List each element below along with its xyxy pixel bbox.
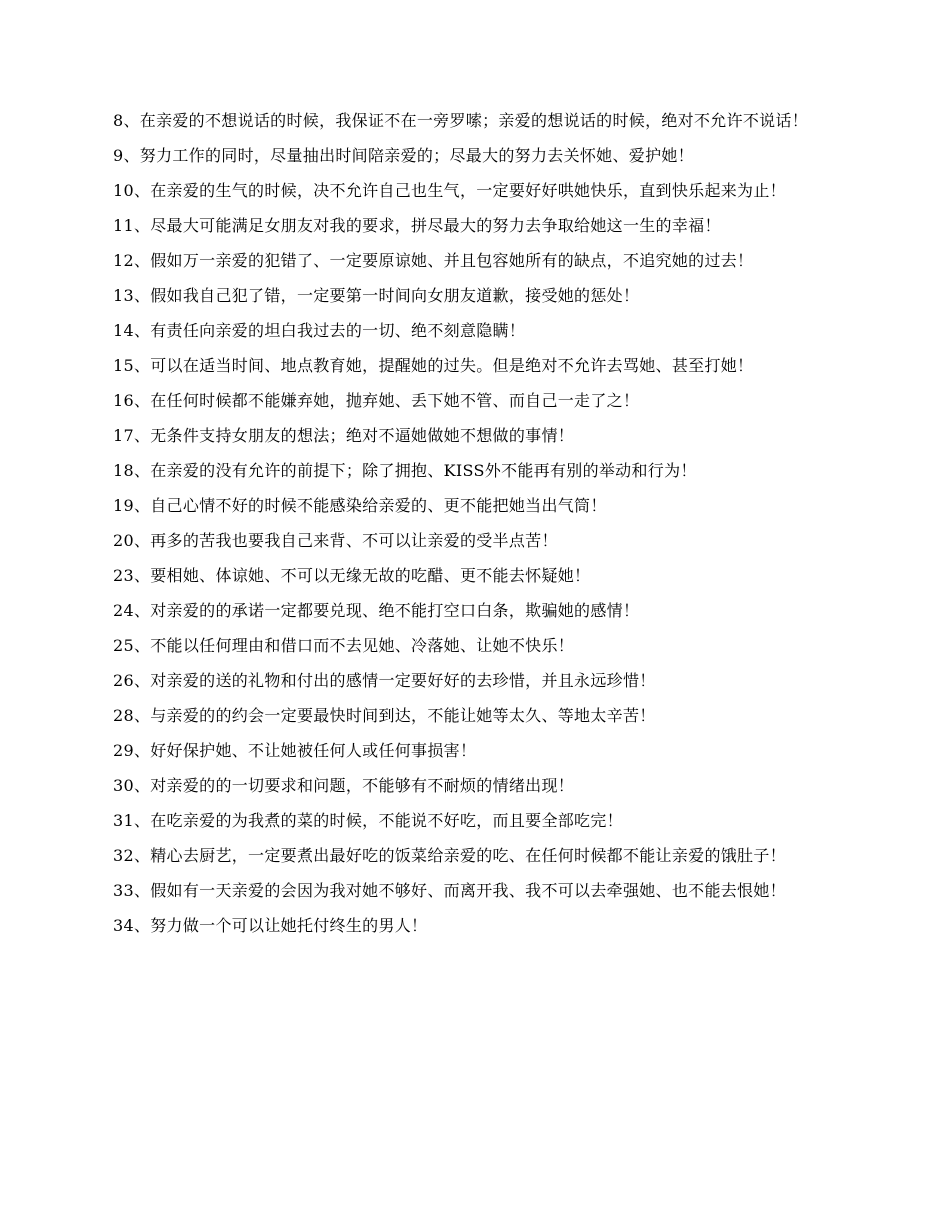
- paragraph: 32、精心去厨艺，一定要煮出最好吃的饭菜给亲爱的吃、在任何时候都不能让亲爱的饿肚子！: [113, 846, 786, 865]
- paragraph: 20、再多的苦我也要我自己来背、不可以让亲爱的受半点苦！: [113, 531, 558, 550]
- paragraph: 18、在亲爱的没有允许的前提下；除了拥抱、KISS外不能再有别的举动和行为！: [113, 461, 697, 480]
- paragraph: 12、假如万一亲爱的犯错了、一定要原谅她、并且包容她所有的缺点，不追究她的过去！: [113, 251, 754, 270]
- paragraph: 11、尽最大可能满足女朋友对我的要求，拼尽最大的努力去争取给她这一生的幸福！: [113, 216, 721, 235]
- paragraph: 24、对亲爱的的承诺一定都要兑现、绝不能打空口白条，欺骗她的感情！: [113, 601, 640, 620]
- paragraph: 13、假如我自己犯了错，一定要第一时间向女朋友道歉，接受她的惩处！: [113, 286, 640, 305]
- paragraph: 31、在吃亲爱的为我煮的菜的时候，不能说不好吃，而且要全部吃完！: [113, 811, 623, 830]
- paragraph: 16、在任何时候都不能嫌弃她，抛弃她、丢下她不管、而自己一走了之！: [113, 391, 640, 410]
- paragraph: 26、对亲爱的送的礼物和付出的感情一定要好好的去珍惜，并且永远珍惜！: [113, 671, 656, 690]
- paragraph: 8、在亲爱的不想说话的时候，我保证不在一旁罗嗦；亲爱的想说话的时候，绝对不允许不说话！: [113, 111, 809, 130]
- paragraph: 34、努力做一个可以让她托付终生的男人！: [113, 916, 428, 935]
- paragraph: 30、对亲爱的的一切要求和问题，不能够有不耐烦的情绪出现！: [113, 776, 575, 795]
- paragraph: 17、无条件支持女朋友的想法；绝对不逼她做她不想做的事情！: [113, 426, 575, 445]
- paragraph: 9、努力工作的同时，尽量抽出时间陪亲爱的；尽最大的努力去关怀她、爱护她！: [113, 146, 694, 165]
- paragraph: 25、不能以任何理由和借口而不去见她、冷落她、让她不快乐！: [113, 636, 575, 655]
- document-body: [113, 110, 833, 950]
- paragraph: 14、有责任向亲爱的坦白我过去的一切、绝不刻意隐瞒！: [113, 321, 526, 340]
- paragraph: 33、假如有一天亲爱的会因为我对她不够好、而离开我、我不可以去牵强她、也不能去恨她！: [113, 881, 786, 900]
- paragraph: 23、要相她、体谅她、不可以无缘无故的吃醋、更不能去怀疑她！: [113, 566, 591, 585]
- paragraph: 28、与亲爱的的约会一定要最快时间到达，不能让她等太久、等地太辛苦！: [113, 706, 656, 725]
- paragraph: 19、自己心情不好的时候不能感染给亲爱的、更不能把她当出气筒！: [113, 496, 607, 515]
- paragraph: 29、好好保护她、不让她被任何人或任何事损害！: [113, 741, 477, 760]
- paragraph: 10、在亲爱的生气的时候，决不允许自己也生气，一定要好好哄她快乐，直到快乐起来为止！: [113, 181, 786, 200]
- paragraph: 15、可以在适当时间、地点教育她，提醒她的过失。但是绝对不允许去骂她、甚至打她！: [113, 356, 754, 375]
